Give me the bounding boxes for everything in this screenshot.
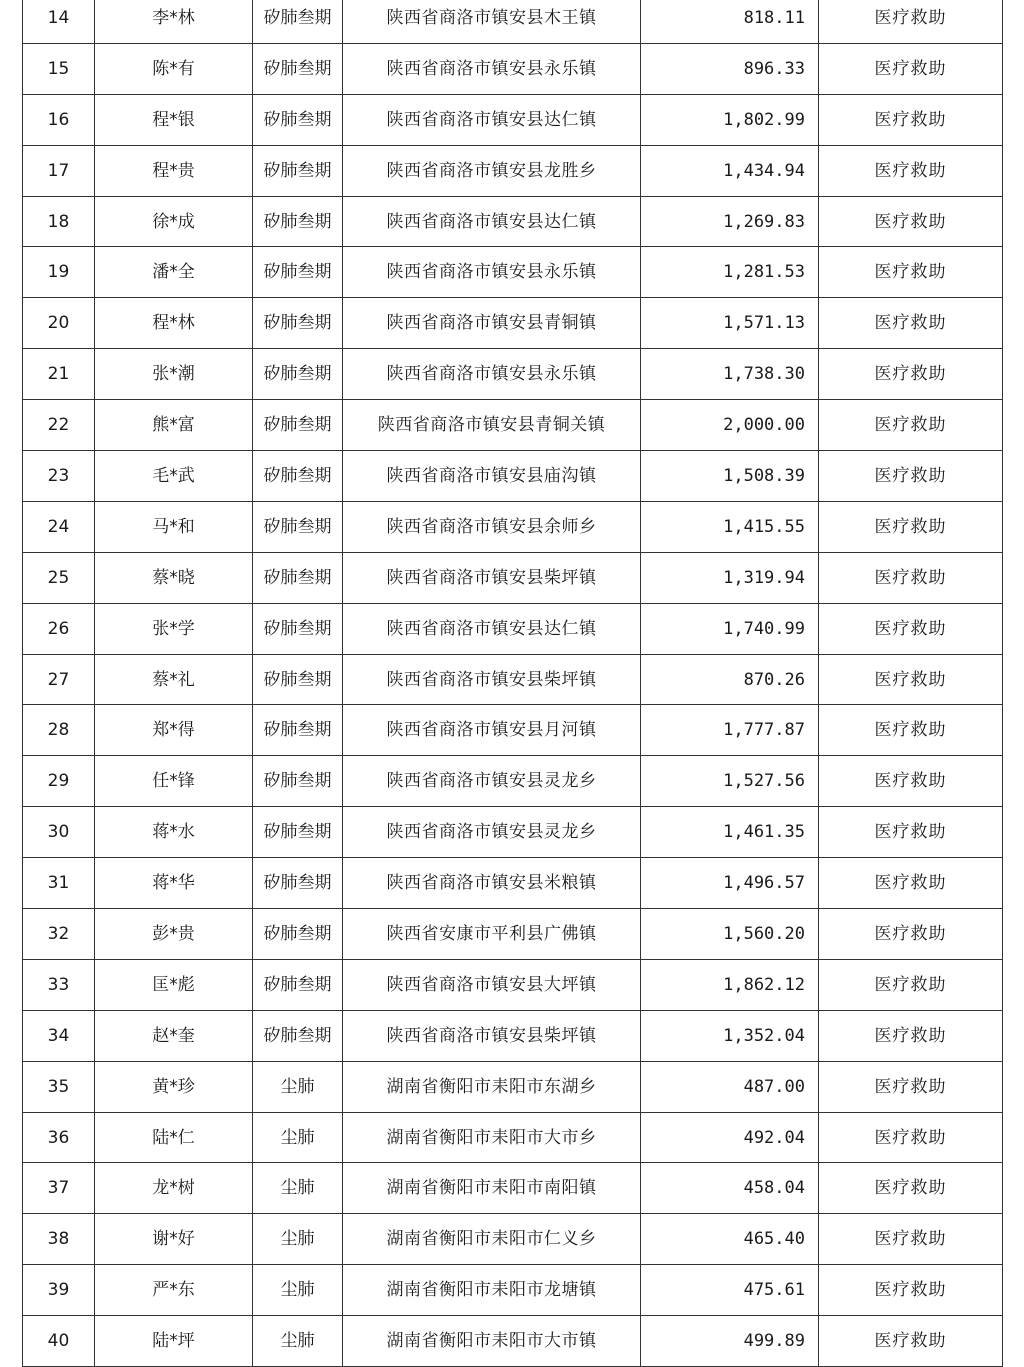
recipient-name-cell: 蔡*礼 bbox=[95, 654, 253, 705]
disease-type-cell: 矽肺叁期 bbox=[253, 298, 343, 349]
table-row bbox=[23, 1316, 1003, 1367]
amount-cell: 1,352.04 bbox=[641, 1010, 819, 1061]
amount-cell: 499.89 bbox=[641, 1316, 819, 1367]
disease-type-cell: 矽肺叁期 bbox=[253, 400, 343, 451]
disease-type-cell: 矽肺叁期 bbox=[253, 552, 343, 603]
address-cell: 陕西省商洛市镇安县灵龙乡 bbox=[343, 756, 641, 807]
address-cell: 陕西省商洛市镇安县达仁镇 bbox=[343, 196, 641, 247]
disease-type-cell: 矽肺叁期 bbox=[253, 349, 343, 400]
amount-cell: 1,415.55 bbox=[641, 501, 819, 552]
aid-category-cell: 医疗救助 bbox=[819, 349, 1003, 400]
address-cell: 湖南省衡阳市耒阳市大市镇 bbox=[343, 1316, 641, 1367]
disease-type-cell: 矽肺叁期 bbox=[253, 247, 343, 298]
row-number-cell: 15 bbox=[23, 43, 95, 94]
disease-type-cell: 矽肺叁期 bbox=[253, 196, 343, 247]
recipient-name-cell: 陆*坪 bbox=[95, 1316, 253, 1367]
amount-cell: 1,434.94 bbox=[641, 145, 819, 196]
table-body bbox=[23, 0, 1003, 1367]
disease-type-cell: 矽肺叁期 bbox=[253, 858, 343, 909]
address-cell: 湖南省衡阳市耒阳市仁义乡 bbox=[343, 1214, 641, 1265]
recipient-name-cell: 谢*好 bbox=[95, 1214, 253, 1265]
disease-type-cell: 尘肺 bbox=[253, 1061, 343, 1112]
disease-type-cell: 矽肺叁期 bbox=[253, 603, 343, 654]
aid-category-cell: 医疗救助 bbox=[819, 552, 1003, 603]
amount-cell: 1,461.35 bbox=[641, 807, 819, 858]
address-cell: 陕西省商洛市镇安县大坪镇 bbox=[343, 959, 641, 1010]
disease-type-cell: 尘肺 bbox=[253, 1163, 343, 1214]
table-row bbox=[23, 1010, 1003, 1061]
table-row bbox=[23, 94, 1003, 145]
row-number-cell: 18 bbox=[23, 196, 95, 247]
aid-category-cell: 医疗救助 bbox=[819, 196, 1003, 247]
disease-type-cell: 矽肺叁期 bbox=[253, 451, 343, 502]
table-row bbox=[23, 959, 1003, 1010]
table-row bbox=[23, 247, 1003, 298]
row-number-cell: 20 bbox=[23, 298, 95, 349]
table-row bbox=[23, 451, 1003, 502]
row-number-cell: 37 bbox=[23, 1163, 95, 1214]
aid-category-cell: 医疗救助 bbox=[819, 959, 1003, 1010]
row-number-cell: 38 bbox=[23, 1214, 95, 1265]
aid-category-cell: 医疗救助 bbox=[819, 94, 1003, 145]
aid-category-cell: 医疗救助 bbox=[819, 145, 1003, 196]
table-row bbox=[23, 552, 1003, 603]
address-cell: 陕西省商洛市镇安县米粮镇 bbox=[343, 858, 641, 909]
table-row bbox=[23, 145, 1003, 196]
address-cell: 陕西省商洛市镇安县柴坪镇 bbox=[343, 552, 641, 603]
aid-category-cell: 医疗救助 bbox=[819, 451, 1003, 502]
aid-category-cell: 医疗救助 bbox=[819, 1214, 1003, 1265]
disease-type-cell: 矽肺叁期 bbox=[253, 145, 343, 196]
recipient-name-cell: 程*银 bbox=[95, 94, 253, 145]
recipient-name-cell: 陆*仁 bbox=[95, 1112, 253, 1163]
recipient-name-cell: 毛*武 bbox=[95, 451, 253, 502]
address-cell: 陕西省商洛市镇安县柴坪镇 bbox=[343, 1010, 641, 1061]
row-number-cell: 33 bbox=[23, 959, 95, 1010]
disease-type-cell: 矽肺叁期 bbox=[253, 0, 343, 43]
table-row bbox=[23, 1214, 1003, 1265]
amount-cell: 1,560.20 bbox=[641, 909, 819, 960]
table-row bbox=[23, 196, 1003, 247]
aid-category-cell: 医疗救助 bbox=[819, 909, 1003, 960]
amount-cell: 896.33 bbox=[641, 43, 819, 94]
table-row bbox=[23, 1163, 1003, 1214]
table-row bbox=[23, 756, 1003, 807]
aid-category-cell: 医疗救助 bbox=[819, 1061, 1003, 1112]
disease-type-cell: 尘肺 bbox=[253, 1214, 343, 1265]
table-row bbox=[23, 603, 1003, 654]
disease-type-cell: 矽肺叁期 bbox=[253, 1010, 343, 1061]
row-number-cell: 17 bbox=[23, 145, 95, 196]
recipient-name-cell: 蔡*晓 bbox=[95, 552, 253, 603]
address-cell: 陕西省商洛市镇安县青铜镇 bbox=[343, 298, 641, 349]
aid-category-cell: 医疗救助 bbox=[819, 400, 1003, 451]
recipient-name-cell: 熊*富 bbox=[95, 400, 253, 451]
address-cell: 湖南省衡阳市耒阳市大市乡 bbox=[343, 1112, 641, 1163]
recipient-name-cell: 严*东 bbox=[95, 1265, 253, 1316]
row-number-cell: 28 bbox=[23, 705, 95, 756]
row-number-cell: 24 bbox=[23, 501, 95, 552]
address-cell: 湖南省衡阳市耒阳市南阳镇 bbox=[343, 1163, 641, 1214]
row-number-cell: 36 bbox=[23, 1112, 95, 1163]
row-number-cell: 25 bbox=[23, 552, 95, 603]
amount-cell: 465.40 bbox=[641, 1214, 819, 1265]
table-row bbox=[23, 1265, 1003, 1316]
table-row bbox=[23, 43, 1003, 94]
disease-type-cell: 矽肺叁期 bbox=[253, 501, 343, 552]
address-cell: 陕西省商洛市镇安县灵龙乡 bbox=[343, 807, 641, 858]
aid-recipients-table bbox=[22, 0, 1003, 1367]
address-cell: 陕西省商洛市镇安县达仁镇 bbox=[343, 94, 641, 145]
amount-cell: 1,571.13 bbox=[641, 298, 819, 349]
address-cell: 陕西省商洛市镇安县柴坪镇 bbox=[343, 654, 641, 705]
recipient-name-cell: 龙*树 bbox=[95, 1163, 253, 1214]
address-cell: 陕西省商洛市镇安县庙沟镇 bbox=[343, 451, 641, 502]
row-number-cell: 30 bbox=[23, 807, 95, 858]
table-row bbox=[23, 858, 1003, 909]
amount-cell: 1,508.39 bbox=[641, 451, 819, 502]
aid-category-cell: 医疗救助 bbox=[819, 654, 1003, 705]
row-number-cell: 27 bbox=[23, 654, 95, 705]
row-number-cell: 21 bbox=[23, 349, 95, 400]
disease-type-cell: 矽肺叁期 bbox=[253, 909, 343, 960]
row-number-cell: 22 bbox=[23, 400, 95, 451]
table-row bbox=[23, 0, 1003, 43]
table-row bbox=[23, 909, 1003, 960]
table-row bbox=[23, 654, 1003, 705]
table-row bbox=[23, 1112, 1003, 1163]
address-cell: 陕西省商洛市镇安县余师乡 bbox=[343, 501, 641, 552]
row-number-cell: 32 bbox=[23, 909, 95, 960]
address-cell: 陕西省商洛市镇安县青铜关镇 bbox=[343, 400, 641, 451]
aid-category-cell: 医疗救助 bbox=[819, 807, 1003, 858]
disease-type-cell: 矽肺叁期 bbox=[253, 756, 343, 807]
row-number-cell: 16 bbox=[23, 94, 95, 145]
table-row bbox=[23, 400, 1003, 451]
row-number-cell: 34 bbox=[23, 1010, 95, 1061]
disease-type-cell: 矽肺叁期 bbox=[253, 807, 343, 858]
disease-type-cell: 尘肺 bbox=[253, 1112, 343, 1163]
row-number-cell: 19 bbox=[23, 247, 95, 298]
disease-type-cell: 矽肺叁期 bbox=[253, 43, 343, 94]
table-row bbox=[23, 807, 1003, 858]
disease-type-cell: 尘肺 bbox=[253, 1316, 343, 1367]
row-number-cell: 40 bbox=[23, 1316, 95, 1367]
amount-cell: 458.04 bbox=[641, 1163, 819, 1214]
recipient-name-cell: 任*锋 bbox=[95, 756, 253, 807]
disease-type-cell: 矽肺叁期 bbox=[253, 959, 343, 1010]
amount-cell: 2,000.00 bbox=[641, 400, 819, 451]
recipient-name-cell: 李*林 bbox=[95, 0, 253, 43]
amount-cell: 870.26 bbox=[641, 654, 819, 705]
recipient-name-cell: 郑*得 bbox=[95, 705, 253, 756]
amount-cell: 1,527.56 bbox=[641, 756, 819, 807]
aid-category-cell: 医疗救助 bbox=[819, 705, 1003, 756]
aid-category-cell: 医疗救助 bbox=[819, 501, 1003, 552]
table-row bbox=[23, 349, 1003, 400]
row-number-cell: 29 bbox=[23, 756, 95, 807]
recipient-name-cell: 蒋*水 bbox=[95, 807, 253, 858]
aid-category-cell: 医疗救助 bbox=[819, 43, 1003, 94]
row-number-cell: 39 bbox=[23, 1265, 95, 1316]
amount-cell: 1,802.99 bbox=[641, 94, 819, 145]
recipient-name-cell: 程*林 bbox=[95, 298, 253, 349]
aid-category-cell: 医疗救助 bbox=[819, 298, 1003, 349]
amount-cell: 1,319.94 bbox=[641, 552, 819, 603]
address-cell: 陕西省商洛市镇安县永乐镇 bbox=[343, 43, 641, 94]
recipient-name-cell: 黄*珍 bbox=[95, 1061, 253, 1112]
amount-cell: 1,740.99 bbox=[641, 603, 819, 654]
table-row bbox=[23, 1061, 1003, 1112]
recipient-name-cell: 赵*奎 bbox=[95, 1010, 253, 1061]
table-row bbox=[23, 501, 1003, 552]
aid-category-cell: 医疗救助 bbox=[819, 1316, 1003, 1367]
address-cell: 陕西省商洛市镇安县永乐镇 bbox=[343, 247, 641, 298]
amount-cell: 818.11 bbox=[641, 0, 819, 43]
address-cell: 湖南省衡阳市耒阳市龙塘镇 bbox=[343, 1265, 641, 1316]
recipient-name-cell: 程*贵 bbox=[95, 145, 253, 196]
amount-cell: 487.00 bbox=[641, 1061, 819, 1112]
aid-category-cell: 医疗救助 bbox=[819, 1163, 1003, 1214]
amount-cell: 475.61 bbox=[641, 1265, 819, 1316]
disease-type-cell: 尘肺 bbox=[253, 1265, 343, 1316]
amount-cell: 1,777.87 bbox=[641, 705, 819, 756]
amount-cell: 492.04 bbox=[641, 1112, 819, 1163]
recipient-name-cell: 徐*成 bbox=[95, 196, 253, 247]
aid-category-cell: 医疗救助 bbox=[819, 756, 1003, 807]
aid-recipients-table-container bbox=[22, 0, 1002, 1367]
row-number-cell: 35 bbox=[23, 1061, 95, 1112]
recipient-name-cell: 陈*有 bbox=[95, 43, 253, 94]
aid-category-cell: 医疗救助 bbox=[819, 858, 1003, 909]
aid-category-cell: 医疗救助 bbox=[819, 1112, 1003, 1163]
disease-type-cell: 矽肺叁期 bbox=[253, 94, 343, 145]
recipient-name-cell: 张*学 bbox=[95, 603, 253, 654]
aid-category-cell: 医疗救助 bbox=[819, 0, 1003, 43]
address-cell: 陕西省商洛市镇安县龙胜乡 bbox=[343, 145, 641, 196]
aid-category-cell: 医疗救助 bbox=[819, 1010, 1003, 1061]
disease-type-cell: 矽肺叁期 bbox=[253, 705, 343, 756]
amount-cell: 1,269.83 bbox=[641, 196, 819, 247]
row-number-cell: 26 bbox=[23, 603, 95, 654]
recipient-name-cell: 匡*彪 bbox=[95, 959, 253, 1010]
aid-category-cell: 医疗救助 bbox=[819, 247, 1003, 298]
recipient-name-cell: 彭*贵 bbox=[95, 909, 253, 960]
row-number-cell: 14 bbox=[23, 0, 95, 43]
amount-cell: 1,862.12 bbox=[641, 959, 819, 1010]
row-number-cell: 23 bbox=[23, 451, 95, 502]
address-cell: 陕西省商洛市镇安县月河镇 bbox=[343, 705, 641, 756]
amount-cell: 1,281.53 bbox=[641, 247, 819, 298]
recipient-name-cell: 张*潮 bbox=[95, 349, 253, 400]
amount-cell: 1,496.57 bbox=[641, 858, 819, 909]
table-row bbox=[23, 298, 1003, 349]
address-cell: 陕西省安康市平利县广佛镇 bbox=[343, 909, 641, 960]
disease-type-cell: 矽肺叁期 bbox=[253, 654, 343, 705]
recipient-name-cell: 潘*全 bbox=[95, 247, 253, 298]
recipient-name-cell: 马*和 bbox=[95, 501, 253, 552]
address-cell: 湖南省衡阳市耒阳市东湖乡 bbox=[343, 1061, 641, 1112]
address-cell: 陕西省商洛市镇安县木王镇 bbox=[343, 0, 641, 43]
table-row bbox=[23, 705, 1003, 756]
row-number-cell: 31 bbox=[23, 858, 95, 909]
amount-cell: 1,738.30 bbox=[641, 349, 819, 400]
aid-category-cell: 医疗救助 bbox=[819, 1265, 1003, 1316]
address-cell: 陕西省商洛市镇安县永乐镇 bbox=[343, 349, 641, 400]
address-cell: 陕西省商洛市镇安县达仁镇 bbox=[343, 603, 641, 654]
aid-category-cell: 医疗救助 bbox=[819, 603, 1003, 654]
recipient-name-cell: 蒋*华 bbox=[95, 858, 253, 909]
